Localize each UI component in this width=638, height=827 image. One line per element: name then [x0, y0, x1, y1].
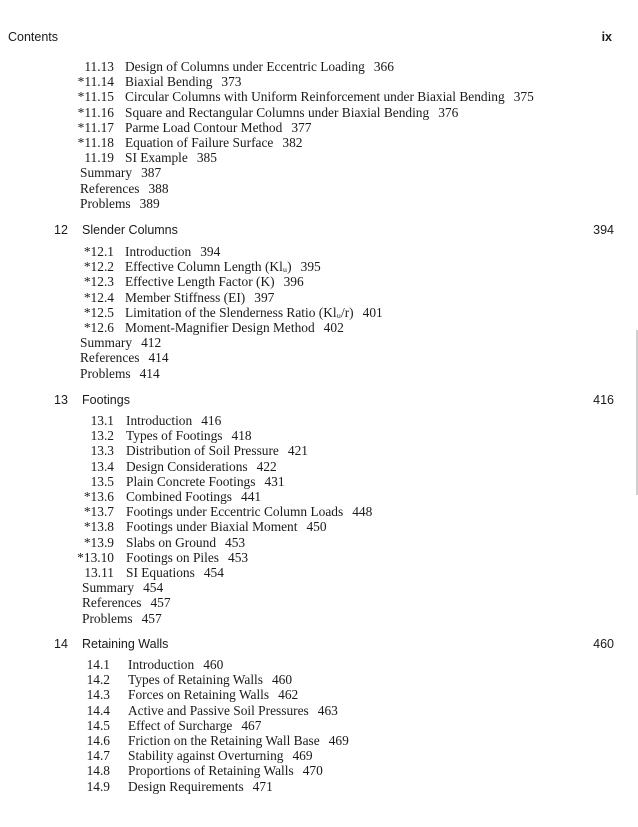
section-page: 397: [254, 289, 275, 305]
section-title-text: Moment-Magnifier Design Method: [125, 320, 315, 335]
section-title-text: Stability against Overturning: [128, 748, 284, 764]
section-number: *12.1: [83, 244, 114, 259]
toc-entry: [0, 550, 638, 565]
chapter-title: Footings: [82, 393, 130, 407]
backmatter-title: Summary: [80, 335, 133, 351]
toc-entry: [0, 305, 638, 320]
section-page: 450: [306, 519, 327, 535]
running-head: Contents: [8, 30, 59, 44]
section-title: [126, 474, 285, 489]
section-number: *13.9: [83, 534, 114, 550]
toc-entry: [0, 733, 638, 748]
section-title-text: Combined Footings: [126, 489, 233, 504]
section-number: 14.1: [86, 657, 110, 672]
section-title: [126, 550, 248, 565]
section-title: [126, 489, 261, 504]
backmatter-title: Summary: [82, 580, 135, 596]
section-title-text: Member Stiffness (EI): [125, 289, 246, 305]
section-title-text: SI Example: [125, 150, 188, 166]
section-number: *13.8: [83, 519, 114, 535]
section-page: 375: [513, 89, 534, 105]
section-number: *12.4: [83, 289, 114, 305]
section-title: [128, 779, 273, 794]
section-page: 462: [278, 687, 299, 703]
section-title-text: SI Equations: [126, 565, 195, 580]
section-page: 401: [362, 304, 383, 320]
backmatter-page: 414: [139, 365, 160, 381]
toc-entry: [0, 150, 638, 165]
toc-entry: [0, 244, 638, 259]
toc-backmatter-entry: [80, 335, 161, 350]
section-title-text: Active and Passive Soil Pressures: [128, 702, 309, 718]
backmatter-page: 414: [148, 350, 169, 366]
section-title: [125, 74, 242, 89]
section-title: [125, 305, 383, 320]
section-title-text: Design Requirements: [128, 778, 244, 794]
backmatter-title: Problems: [82, 610, 133, 626]
section-title-text: Plain Concrete Footings: [126, 473, 256, 489]
section-title: [128, 733, 349, 748]
backmatter-page: 457: [141, 610, 162, 626]
section-number: 13.1: [90, 413, 114, 428]
backmatter-title: Summary: [80, 165, 133, 181]
toc-entry: [0, 443, 638, 458]
toc-entry: [0, 748, 638, 763]
backmatter-title: Problems: [80, 365, 131, 381]
section-number: *11.16: [77, 104, 114, 120]
section-page: 382: [282, 135, 303, 150]
page-header: [0, 30, 638, 48]
section-title-text: Proportions of Retaining Walls: [128, 763, 294, 779]
toc-entry: [0, 687, 638, 702]
section-title: [128, 703, 338, 718]
section-title-text: Friction on the Retaining Wall Base: [128, 733, 320, 748]
section-number: 11.13: [84, 59, 114, 74]
toc-entry: [0, 290, 638, 305]
section-title: [125, 290, 274, 305]
chapter-number: 12: [54, 223, 68, 237]
section-page: 394: [200, 244, 221, 259]
section-number: *13.7: [83, 504, 114, 520]
toc-entry: [0, 565, 638, 580]
section-number: 13.5: [90, 473, 114, 489]
section-page: 470: [302, 763, 323, 779]
section-number: 14.6: [86, 733, 110, 748]
section-page: 402: [323, 320, 344, 335]
toc-entry: [0, 320, 638, 335]
toc-entry: [0, 89, 638, 104]
section-number: 14.5: [86, 717, 110, 733]
toc-entry: [0, 428, 638, 443]
section-page: 366: [373, 59, 394, 74]
section-page: 467: [241, 717, 262, 733]
toc-backmatter-entry: [80, 196, 160, 211]
section-title-text: Effective Length Factor (K): [125, 274, 275, 290]
toc-entry: [0, 59, 638, 74]
toc-entry: [0, 489, 638, 504]
backmatter-page: 412: [141, 335, 162, 351]
toc-entry: [0, 672, 638, 687]
section-page: 421: [287, 443, 308, 459]
section-number: *11.14: [77, 74, 114, 90]
section-title-text: Design of Columns under Eccentric Loading: [125, 59, 365, 74]
section-title: [126, 535, 245, 550]
section-title: [125, 274, 304, 289]
section-title-text: Footings on Piles: [126, 549, 220, 565]
section-number: *12.5: [83, 304, 114, 320]
toc-entry: [0, 763, 638, 778]
section-page: 460: [203, 657, 224, 672]
section-title: [125, 105, 458, 120]
section-number: *12.3: [83, 274, 114, 290]
section-title: [128, 687, 298, 702]
chapter-heading: [0, 222, 638, 238]
section-page: 416: [201, 413, 222, 428]
section-number: 13.3: [90, 443, 114, 459]
toc-entry: [0, 519, 638, 534]
section-page: 396: [283, 274, 304, 290]
section-page: 453: [225, 534, 246, 550]
section-title-text: Types of Retaining Walls: [128, 672, 263, 688]
section-number: 13.11: [84, 565, 114, 580]
section-number: 14.4: [86, 702, 110, 718]
toc-entry: [0, 74, 638, 89]
section-page: 463: [317, 702, 338, 718]
section-title: [128, 763, 323, 778]
section-title-text: Circular Columns with Uniform Reinforcement under Biaxial Bending: [125, 89, 505, 105]
toc-entry: [0, 657, 638, 672]
toc-entry: [0, 474, 638, 489]
toc-backmatter-entry: [82, 580, 163, 595]
section-number: 11.19: [84, 150, 114, 166]
section-page: 469: [292, 748, 313, 764]
backmatter-title: Problems: [80, 195, 131, 211]
section-title-text: Effect of Surcharge: [128, 717, 233, 733]
section-number: 14.7: [86, 748, 110, 764]
chapter-number: 13: [54, 393, 68, 407]
section-page: 471: [252, 778, 273, 794]
section-page: 376: [438, 104, 459, 120]
toc-entry: [0, 718, 638, 733]
chapter-heading: [0, 636, 638, 652]
backmatter-page: 388: [148, 180, 169, 196]
section-title: [128, 718, 261, 733]
section-title-text: Introduction: [125, 244, 192, 259]
section-number: *11.17: [77, 119, 114, 135]
section-number: 13.2: [90, 428, 114, 444]
section-title: [126, 413, 221, 428]
section-title-text: Types of Footings: [126, 428, 223, 444]
chapter-page: 394: [593, 223, 614, 237]
backmatter-title: References: [80, 350, 140, 366]
section-title-text: Biaxial Bending: [125, 74, 213, 90]
chapter-page: 416: [593, 393, 614, 407]
section-number: 13.4: [90, 458, 114, 474]
section-number: *13.10: [77, 549, 114, 565]
toc-entry: [0, 274, 638, 289]
section-page: 460: [271, 672, 293, 688]
section-number: *12.6: [83, 320, 114, 335]
section-title: [128, 672, 292, 687]
section-title-text: Design Considerations: [126, 458, 248, 474]
section-page: 373: [221, 74, 242, 90]
toc-entry: [0, 779, 638, 794]
section-title-text: Distribution of Soil Pressure: [126, 443, 279, 459]
section-title: [126, 443, 308, 458]
section-title-text: Limitation of the Slenderness Ratio (Klᵤ/r): [125, 304, 354, 320]
section-number: *11.18: [77, 135, 114, 150]
section-title-text: Equation of Failure Surface: [125, 135, 274, 150]
toc-backmatter-entry: [80, 181, 169, 196]
backmatter-page: 389: [139, 195, 160, 211]
toc-backmatter-entry: [80, 366, 160, 381]
section-page: 377: [291, 119, 312, 135]
chapter-page: 460: [593, 637, 614, 651]
toc-entry: [0, 259, 638, 274]
toc-entry: [0, 703, 638, 718]
section-title: [126, 519, 327, 534]
section-number: *13.6: [83, 489, 114, 504]
chapter-number: 14: [54, 637, 68, 651]
section-title: [125, 59, 394, 74]
backmatter-title: References: [82, 595, 142, 611]
section-page: 385: [196, 150, 217, 166]
backmatter-page: 454: [143, 580, 164, 596]
section-title: [126, 565, 224, 580]
section-page: 453: [228, 549, 249, 565]
section-page: 431: [264, 473, 285, 489]
section-number: 14.8: [86, 763, 110, 779]
toc-entry: [0, 120, 638, 135]
section-title: [128, 748, 313, 763]
toc-backmatter-entry: [80, 165, 161, 180]
section-title: [126, 504, 372, 519]
section-title: [125, 135, 302, 150]
section-title: [125, 320, 344, 335]
section-page: 395: [300, 259, 321, 275]
section-number: 14.9: [86, 778, 110, 794]
toc-entry: [0, 413, 638, 428]
section-number: *11.15: [77, 89, 114, 105]
section-title-text: Forces on Retaining Walls: [128, 687, 270, 703]
toc-backmatter-entry: [82, 611, 162, 626]
section-title-text: Footings under Eccentric Column Loads: [126, 504, 344, 520]
section-title: [125, 89, 534, 104]
toc-backmatter-entry: [82, 595, 171, 610]
backmatter-page: 387: [141, 165, 162, 181]
section-page: 454: [203, 565, 224, 580]
section-title: [128, 657, 223, 672]
section-title-text: Square and Rectangular Columns under Biaxial Bending: [125, 104, 430, 120]
chapter-title: Slender Columns: [82, 223, 178, 237]
section-title-text: Parme Load Contour Method: [125, 119, 283, 135]
toc-entry: [0, 105, 638, 120]
section-number: 14.3: [86, 687, 110, 703]
section-page: 418: [231, 428, 252, 444]
section-title-text: Slabs on Ground: [126, 534, 217, 550]
chapter-heading: [0, 392, 638, 408]
section-title: [126, 459, 277, 474]
toc-entry: [0, 504, 638, 519]
section-number: 14.2: [86, 672, 110, 688]
chapter-title: Retaining Walls: [82, 637, 169, 651]
section-title-text: Introduction: [126, 413, 193, 428]
toc-entry: [0, 535, 638, 550]
section-page: 441: [241, 489, 262, 504]
section-page: 422: [256, 458, 277, 474]
section-title: [125, 120, 311, 135]
section-title: [125, 244, 220, 259]
section-title: [126, 428, 252, 443]
section-title-text: Footings under Biaxial Moment: [126, 519, 298, 535]
backmatter-page: 457: [150, 595, 171, 611]
section-title: [125, 259, 321, 274]
section-title-text: Introduction: [128, 657, 195, 672]
toc-entry: [0, 135, 638, 150]
section-number: *12.2: [83, 259, 114, 275]
section-page: 469: [328, 733, 349, 748]
section-title-text: Effective Column Length (Klᵤ): [125, 259, 292, 275]
toc-entry: [0, 459, 638, 474]
page-number: ix: [601, 30, 612, 44]
toc-backmatter-entry: [80, 350, 169, 365]
section-page: 448: [352, 504, 373, 520]
section-title: [125, 150, 217, 165]
backmatter-title: References: [80, 180, 140, 196]
